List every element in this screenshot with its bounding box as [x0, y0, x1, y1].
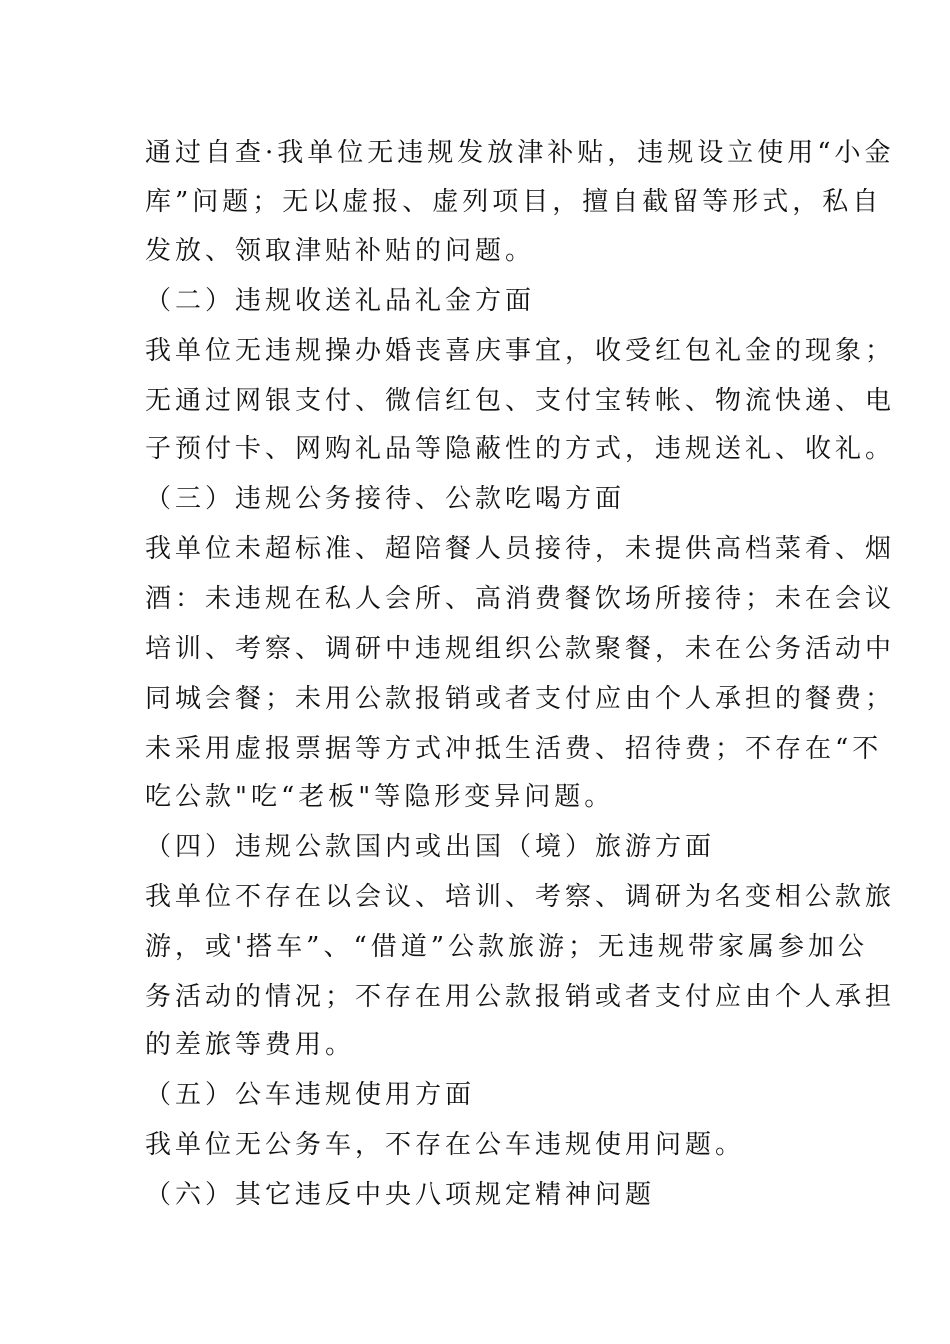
- paragraph-1-line-2: 库”问题；无以虚报、虚列项目，擅自截留等形式，私自: [145, 187, 883, 217]
- paragraph-5-line-1: 我单位无公务车，不存在公车违规使用问题。: [145, 1130, 746, 1160]
- paragraph-2-line-1: 我单位无违规操办婚丧喜庆事宜，收受红包礼金的现象；: [145, 336, 896, 366]
- paragraph-1-line-3: 发放、领取津贴补贴的问题。: [145, 236, 536, 266]
- paragraph-4-line-1: 我单位不存在以会议、培训、考察、调研为名变相公款旅: [145, 882, 896, 912]
- paragraph-3-line-5: 未采用虚报票据等方式冲抵生活费、招待费；不存在“不: [145, 734, 883, 764]
- paragraph-3-line-6: 吃公款"吃“老板"等隐形变异问题。: [145, 782, 615, 812]
- section-heading-3: （三）违规公务接待、公款吃喝方面: [145, 484, 626, 514]
- paragraph-3-line-3: 培训、考察、调研中违规组织公款聚餐，未在公务活动中: [145, 634, 896, 664]
- paragraph-4-line-3: 务活动的情况；不存在用公款报销或者支付应由个人承担: [145, 982, 896, 1012]
- section-heading-6: （六）其它违反中央八项规定精神问题: [145, 1180, 656, 1210]
- paragraph-3-line-4: 同城会餐；未用公款报销或者支付应由个人承担的餐费；: [145, 684, 896, 714]
- paragraph-4-line-4: 的差旅等费用。: [145, 1030, 356, 1060]
- section-heading-4: （四）违规公款国内或出国（境）旅游方面: [145, 832, 716, 862]
- paragraph-3-line-1: 我单位未超标准、超陪餐人员接待，未提供高档菜肴、烟: [145, 534, 896, 564]
- paragraph-2-line-2: 无通过网银支付、微信红包、支付宝转帐、物流快递、电: [145, 386, 896, 416]
- paragraph-2-line-3: 子预付卡、网购礼品等隐蔽性的方式，违规送礼、收礼。: [145, 434, 896, 464]
- section-heading-2: （二）违规收送礼品礼金方面: [145, 286, 536, 316]
- paragraph-1-line-1: 通过自查·我单位无违规发放津补贴，违规设立使用“小金: [145, 138, 895, 168]
- paragraph-3-line-2: 酒：未违规在私人会所、高消费餐饮场所接待；未在会议: [145, 584, 896, 614]
- section-heading-5: （五）公车违规使用方面: [145, 1080, 476, 1110]
- paragraph-4-line-2: 游，或'搭车”、“借道”公款旅游；无违规带家属参加公: [145, 932, 869, 962]
